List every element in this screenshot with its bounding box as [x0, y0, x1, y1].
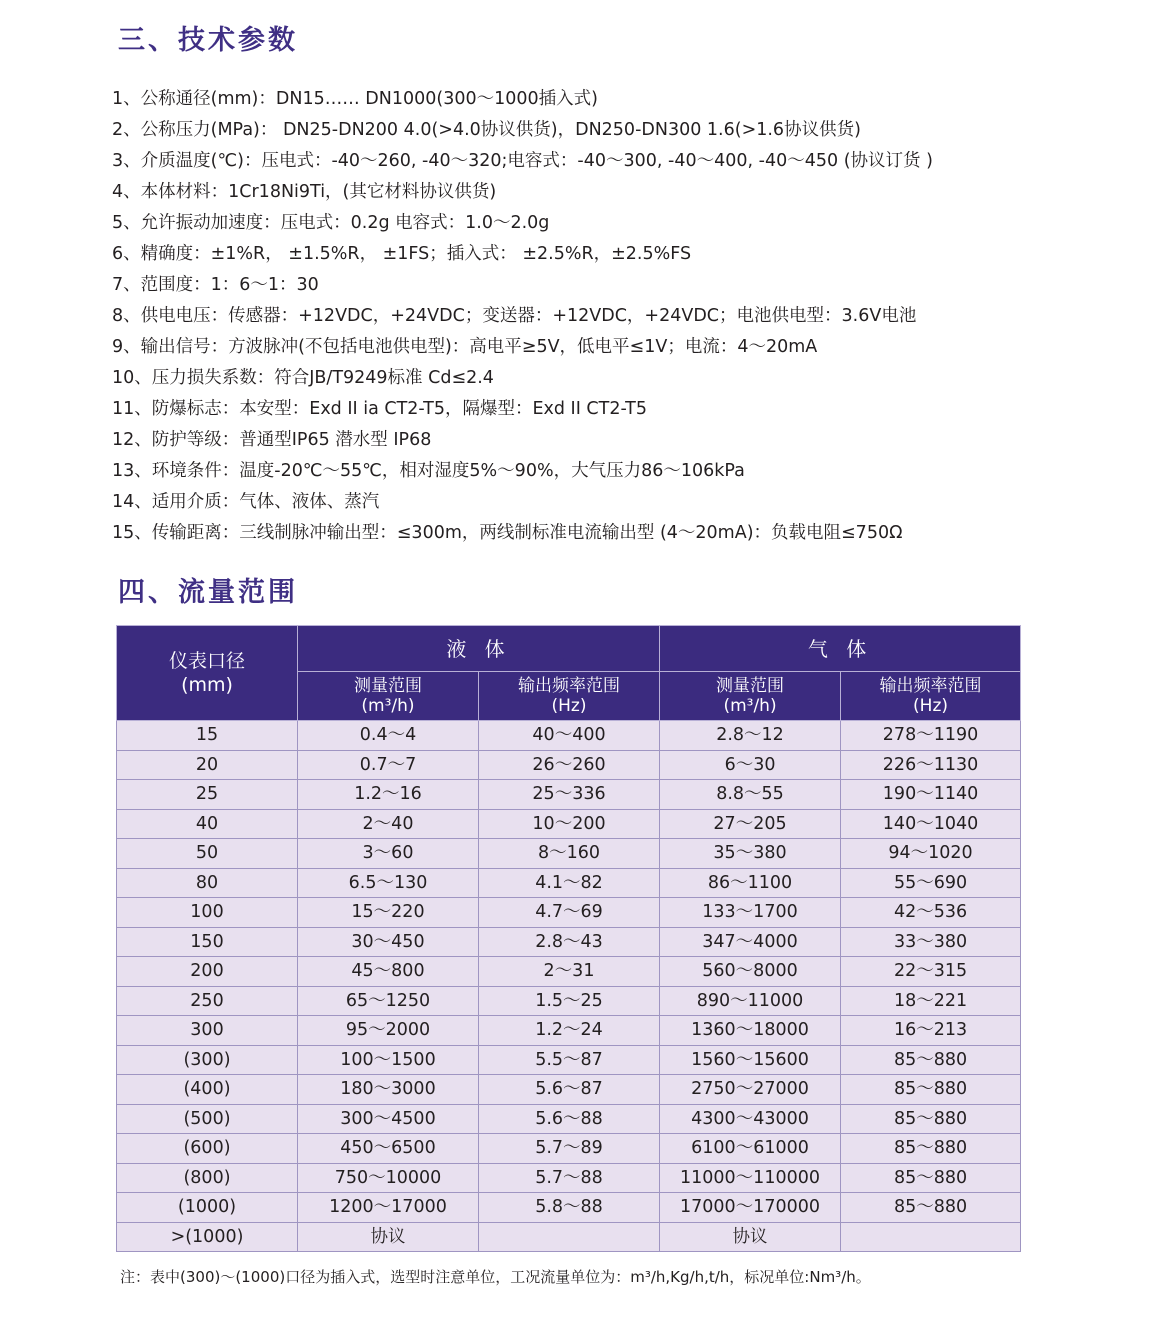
cell-liquid-range: 6.5～130 — [298, 868, 479, 898]
cell-liquid-range: 2～40 — [298, 809, 479, 839]
cell-liquid-frequency: 5.8～88 — [479, 1193, 660, 1223]
spec-item: 13、环境条件：温度-20℃～55℃，相对湿度5%～90%，大气压力86～106kPa — [112, 461, 745, 481]
cell-diameter: 250 — [117, 986, 298, 1016]
spec-item: 11、防爆标志：本安型：Exd II ia CT2-T5，隔爆型：Exd II CT2-T5 — [112, 399, 648, 419]
header-gas-frequency — [841, 672, 1021, 721]
cell-liquid-frequency: 10～200 — [479, 809, 660, 839]
cell-gas-frequency: 33～380 — [841, 927, 1021, 957]
spec-item: 6、精确度：±1%R， ±1.5%R， ±1FS；插入式： ±2.5%R，±2.5%FS — [112, 244, 692, 264]
cell-gas-range: 1560～15600 — [660, 1045, 841, 1075]
cell-liquid-range: 300～4500 — [298, 1104, 479, 1134]
spec-item: 5、允许振动加速度：压电式：0.2g 电容式：1.0～2.0g — [112, 213, 550, 233]
cell-gas-range: 35～380 — [660, 839, 841, 869]
cell-diameter: 150 — [117, 927, 298, 957]
cell-gas-frequency: 226～1130 — [841, 750, 1021, 780]
cell-liquid-frequency: 5.6～88 — [479, 1104, 660, 1134]
cell-gas-frequency: 85～880 — [841, 1075, 1021, 1105]
header-label: 测量范围 — [354, 676, 422, 696]
spec-item: 14、适用介质：气体、液体、蒸汽 — [112, 492, 380, 512]
cell-diameter: (600) — [117, 1134, 298, 1164]
cell-liquid-frequency — [479, 1222, 660, 1252]
cell-gas-frequency: 190～1140 — [841, 780, 1021, 810]
cell-liquid-frequency: 1.5～25 — [479, 986, 660, 1016]
cell-liquid-range: 100～1500 — [298, 1045, 479, 1075]
spec-item: 10、压力损失系数：符合JB/T9249标准 Cd≤2.4 — [112, 368, 494, 388]
cell-diameter: (800) — [117, 1163, 298, 1193]
table-row — [117, 1134, 1021, 1164]
table-row — [117, 780, 1021, 810]
header-unit: (m³/h) — [723, 696, 777, 716]
cell-gas-frequency: 85～880 — [841, 1134, 1021, 1164]
cell-diameter: 100 — [117, 898, 298, 928]
section-title-tech-specs: 三、技术参数 — [118, 25, 298, 56]
header-diameter-label: 仪表口径 — [168, 650, 245, 672]
cell-diameter: >(1000) — [117, 1222, 298, 1252]
cell-gas-range: 560～8000 — [660, 957, 841, 987]
table-row — [117, 1075, 1021, 1105]
cell-gas-frequency: 18～221 — [841, 986, 1021, 1016]
table-row — [117, 839, 1021, 869]
cell-gas-frequency: 140～1040 — [841, 809, 1021, 839]
cell-liquid-range: 750～10000 — [298, 1163, 479, 1193]
cell-liquid-range: 1.2～16 — [298, 780, 479, 810]
header-liquid: 液 体 — [298, 626, 660, 672]
table-row — [117, 1193, 1021, 1223]
cell-diameter: (400) — [117, 1075, 298, 1105]
header-label: 输出频率范围 — [879, 676, 982, 696]
table-row — [117, 721, 1021, 751]
cell-gas-range: 27～205 — [660, 809, 841, 839]
cell-gas-frequency — [841, 1222, 1021, 1252]
cell-diameter: 15 — [117, 721, 298, 751]
header-label: 输出频率范围 — [518, 676, 620, 696]
table-row — [117, 750, 1021, 780]
header-unit: (Hz) — [913, 696, 949, 716]
cell-liquid-range: 3～60 — [298, 839, 479, 869]
header-label: 测量范围 — [716, 676, 785, 696]
header-unit: (m³/h) — [361, 696, 415, 716]
cell-liquid-frequency: 25～336 — [479, 780, 660, 810]
spec-item: 7、范围度：1：6～1：30 — [112, 275, 319, 295]
cell-liquid-range: 95～2000 — [298, 1016, 479, 1046]
cell-gas-range: 86～1100 — [660, 868, 841, 898]
cell-gas-range: 133～1700 — [660, 898, 841, 928]
cell-liquid-frequency: 5.7～88 — [479, 1163, 660, 1193]
table-row — [117, 868, 1021, 898]
cell-gas-range: 11000～110000 — [660, 1163, 841, 1193]
cell-liquid-frequency: 5.5～87 — [479, 1045, 660, 1075]
cell-diameter: 80 — [117, 868, 298, 898]
cell-gas-range: 4300～43000 — [660, 1104, 841, 1134]
header-gas: 气 体 — [660, 626, 1021, 672]
cell-diameter: (500) — [117, 1104, 298, 1134]
cell-liquid-frequency: 2.8～43 — [479, 927, 660, 957]
cell-liquid-range: 0.4～4 — [298, 721, 479, 751]
cell-liquid-range: 15～220 — [298, 898, 479, 928]
cell-liquid-frequency: 2～31 — [479, 957, 660, 987]
spec-item: 12、防护等级：普通型IP65 潜水型 IP68 — [112, 430, 432, 450]
cell-liquid-range: 30～450 — [298, 927, 479, 957]
table-footnote: 注：表中(300)～(1000)口径为插入式，选型时注意单位，工况流量单位为：m³/h,Kg/h,t/h，标况单位:Nm³/h。 — [120, 1268, 871, 1286]
header-diameter — [117, 626, 298, 721]
cell-diameter: 20 — [117, 750, 298, 780]
cell-gas-frequency: 16～213 — [841, 1016, 1021, 1046]
cell-gas-frequency: 42～536 — [841, 898, 1021, 928]
cell-gas-range: 2750～27000 — [660, 1075, 841, 1105]
cell-gas-frequency: 278～1190 — [841, 721, 1021, 751]
cell-diameter: (1000) — [117, 1193, 298, 1223]
header-diameter-unit: (mm) — [181, 674, 233, 696]
cell-gas-range: 347～4000 — [660, 927, 841, 957]
section-title-flow-range: 四、流量范围 — [118, 577, 298, 608]
flow-table-body — [117, 721, 1021, 1252]
spec-item: 9、输出信号：方波脉冲(不包括电池供电型)：高电平≥5V，低电平≤1V；电流：4～20mA — [112, 337, 818, 357]
cell-liquid-range: 450～6500 — [298, 1134, 479, 1164]
table-row — [117, 1104, 1021, 1134]
cell-gas-range: 协议 — [660, 1222, 841, 1252]
table-row — [117, 1045, 1021, 1075]
cell-liquid-range: 1200～17000 — [298, 1193, 479, 1223]
header-gas-range — [660, 672, 841, 721]
cell-gas-range: 8.8～55 — [660, 780, 841, 810]
table-row — [117, 1163, 1021, 1193]
table-row — [117, 927, 1021, 957]
cell-diameter: 50 — [117, 839, 298, 869]
cell-gas-frequency: 55～690 — [841, 868, 1021, 898]
table-row — [117, 957, 1021, 987]
spec-item: 2、公称压力(MPa)： DN25-DN200 4.0(>4.0协议供货)，DN250-DN300 1.6(>1.6协议供货) — [112, 120, 861, 140]
cell-liquid-frequency: 5.6～87 — [479, 1075, 660, 1105]
cell-diameter: 25 — [117, 780, 298, 810]
cell-gas-range: 17000～170000 — [660, 1193, 841, 1223]
cell-gas-frequency: 85～880 — [841, 1193, 1021, 1223]
cell-liquid-frequency: 5.7～89 — [479, 1134, 660, 1164]
cell-diameter: 40 — [117, 809, 298, 839]
cell-liquid-frequency: 4.7～69 — [479, 898, 660, 928]
flow-range-table — [116, 625, 1021, 1252]
cell-gas-range: 2.8～12 — [660, 721, 841, 751]
header-unit: (Hz) — [551, 696, 587, 716]
cell-liquid-frequency: 8～160 — [479, 839, 660, 869]
cell-gas-range: 6100～61000 — [660, 1134, 841, 1164]
cell-gas-range: 890～11000 — [660, 986, 841, 1016]
cell-gas-frequency: 85～880 — [841, 1163, 1021, 1193]
spec-item: 3、介质温度(℃)：压电式：-40～260, -40～320;电容式：-40～300, -40～400, -40～450 (协议订货 ) — [112, 151, 933, 171]
spec-item: 4、本体材料：1Cr18Ni9Ti，(其它材料协议供货) — [112, 182, 497, 202]
table-row — [117, 1222, 1021, 1252]
header-liquid-frequency — [479, 672, 660, 721]
cell-gas-frequency: 85～880 — [841, 1045, 1021, 1075]
table-row — [117, 986, 1021, 1016]
table-row — [117, 1016, 1021, 1046]
spec-item: 15、传输距离：三线制脉冲输出型：≤300m，两线制标准电流输出型 (4～20mA)：负载电阻≤750Ω — [112, 523, 903, 543]
cell-gas-frequency: 85～880 — [841, 1104, 1021, 1134]
cell-liquid-range: 180～3000 — [298, 1075, 479, 1105]
cell-gas-frequency: 94～1020 — [841, 839, 1021, 869]
header-liquid-range — [298, 672, 479, 721]
cell-gas-range: 6～30 — [660, 750, 841, 780]
cell-liquid-range: 45～800 — [298, 957, 479, 987]
cell-liquid-frequency: 4.1～82 — [479, 868, 660, 898]
cell-liquid-range: 65～1250 — [298, 986, 479, 1016]
cell-liquid-range: 协议 — [298, 1222, 479, 1252]
cell-diameter: 300 — [117, 1016, 298, 1046]
spec-item: 1、公称通径(mm)：DN15…… DN1000(300～1000插入式) — [112, 89, 598, 109]
table-row — [117, 898, 1021, 928]
cell-diameter: 200 — [117, 957, 298, 987]
cell-liquid-frequency: 26～260 — [479, 750, 660, 780]
tech-spec-list — [112, 84, 1162, 549]
table-row — [117, 809, 1021, 839]
cell-gas-range: 1360～18000 — [660, 1016, 841, 1046]
cell-gas-frequency: 22～315 — [841, 957, 1021, 987]
spec-item: 8、供电电压：传感器：+12VDC，+24VDC；变送器：+12VDC，+24VDC；电池供电型：3.6V电池 — [112, 306, 917, 326]
cell-diameter: (300) — [117, 1045, 298, 1075]
cell-liquid-frequency: 40～400 — [479, 721, 660, 751]
cell-liquid-range: 0.7～7 — [298, 750, 479, 780]
cell-liquid-frequency: 1.2～24 — [479, 1016, 660, 1046]
